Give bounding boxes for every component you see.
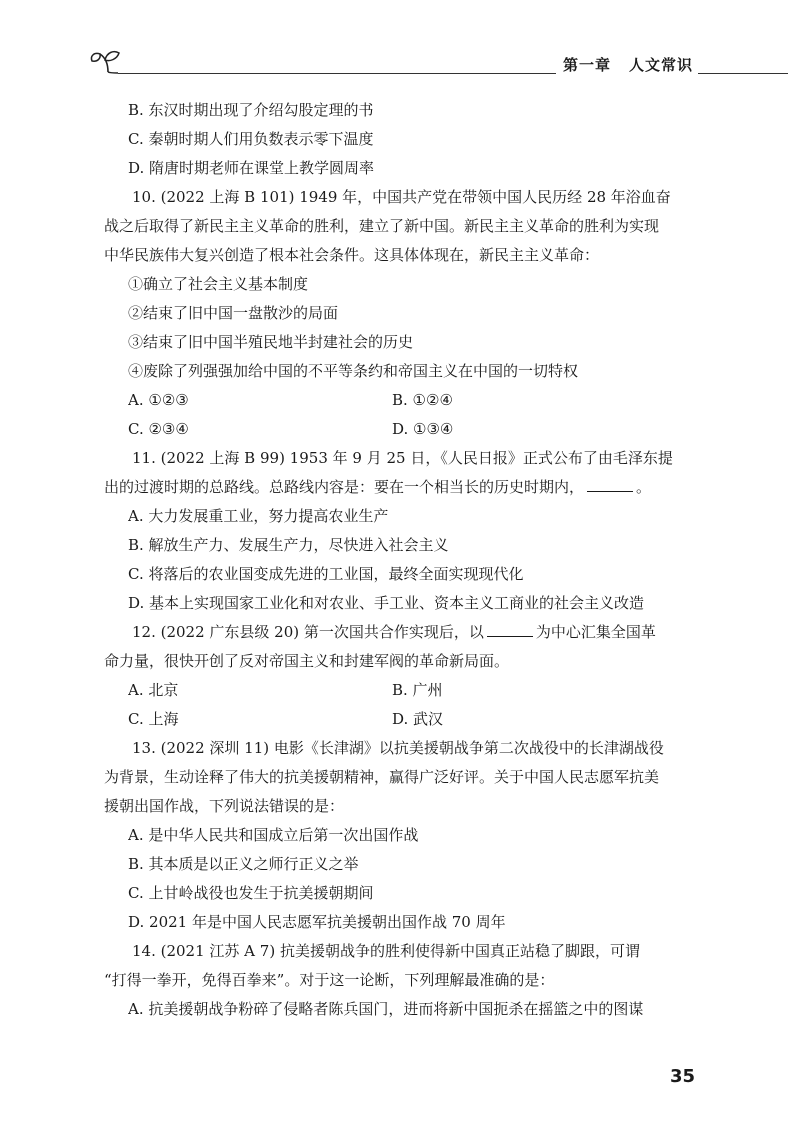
question-14-text: 14. (2021 江苏 A 7) 抗美援朝战争的胜利使得新中国真正站稳了脚跟，可谓 [132, 942, 640, 960]
option-b: B. ①②④ [392, 391, 453, 409]
option-a: A. 北京 [128, 681, 179, 699]
question-11-text-end: 。 [636, 478, 652, 496]
question-13-text: 援朝出国作战，下列说法错误的是： [104, 797, 345, 815]
option-c: C. 将落后的农业国变成先进的工业国，最终全面实现现代化 [128, 565, 524, 583]
chapter-heading [563, 54, 693, 75]
option-a: A. 是中华人民共和国成立后第一次出国作战 [128, 826, 419, 844]
option-line: C. 秦朝时期人们用负数表示零下温度 [128, 130, 374, 148]
question-11-text [104, 477, 688, 506]
question-11-text-part: 出的过渡时期的总路线。总路线内容是：要在一个相当长的历史时期内， [104, 478, 585, 496]
statement-line: ①确立了社会主义基本制度 [128, 275, 309, 293]
question-14-text: “打得一拳开，免得百拳来”。对于这一论断，下列理解最准确的是： [104, 971, 555, 989]
question-12-text: 命力量，很快开创了反对帝国主义和封建军阀的革命新局面。 [104, 652, 510, 670]
question-10-text: 战之后取得了新民主主义革命的胜利，建立了新中国。新民主主义革命的胜利为实现 [104, 217, 660, 235]
option-row [128, 709, 688, 738]
statement-line: ④废除了列强强加给中国的不平等条约和帝国主义在中国的一切特权 [128, 362, 579, 380]
question-11-text: 11. (2022 上海 B 99) 1953 年 9 月 25 日，《人民日报》正式公布了由毛泽东提 [132, 449, 673, 467]
question-13-text: 为背景，生动诠释了伟大的抗美援朝精神，赢得广泛好评。关于中国人民志愿军抗美 [104, 768, 660, 786]
chapter-label: 第一章 [563, 56, 612, 74]
header-rule-right [698, 73, 788, 74]
option-row [128, 680, 688, 709]
option-d: D. 基本上实现国家工业化和对农业、手工业、资本主义工商业的社会主义改造 [128, 594, 645, 612]
option-b: B. 解放生产力、发展生产力，尽快进入社会主义 [128, 536, 449, 554]
option-d: D. 武汉 [392, 710, 444, 728]
header-rule-left [118, 73, 556, 74]
answer-blank [587, 477, 633, 492]
option-row [128, 419, 688, 448]
option-row [128, 390, 688, 419]
question-13-text: 13. (2022 深圳 11) 电影《长津湖》以抗美援朝战争第二次战役中的长津湖战役 [132, 739, 664, 757]
option-b: B. 广州 [392, 681, 443, 699]
option-a: A. 抗美援朝战争粉碎了侵略者陈兵国门，进而将新中国扼杀在摇篮之中的图谋 [128, 1000, 644, 1018]
option-c: C. ②③④ [128, 420, 189, 438]
question-10-text: 中华民族伟大复兴创造了根本社会条件。这具体体现在，新民主主义革命： [104, 246, 600, 264]
answer-blank [487, 622, 533, 637]
option-line: D. 隋唐时期老师在课堂上教学圆周率 [128, 159, 375, 177]
option-line: B. 东汉时期出现了介绍勾股定理的书 [128, 101, 374, 119]
option-c: C. 上甘岭战役也发生于抗美援朝期间 [128, 884, 374, 902]
question-12-text-part: 12. (2022 广东县级 20) 第一次国共合作实现后，以 [132, 623, 484, 641]
statement-line: ③结束了旧中国半殖民地半封建社会的历史 [128, 333, 414, 351]
option-d: D. 2021 年是中国人民志愿军抗美援朝出国作战 70 周年 [128, 913, 506, 931]
page-number: 35 [670, 1066, 696, 1087]
chapter-title: 人文常识 [629, 56, 694, 74]
option-a: A. ①②③ [128, 391, 189, 409]
page-body [104, 100, 688, 1028]
question-10-text: 10. (2022 上海 B 101) 1949 年，中国共产党在带领中国人民历经 28 年浴血奋 [132, 188, 671, 206]
question-12-text [128, 622, 688, 651]
option-a: A. 大力发展重工业，努力提高农业生产 [128, 507, 389, 525]
page-header [88, 42, 788, 78]
option-d: D. ①③④ [392, 420, 454, 438]
question-12-text-part: 为中心汇集全国革 [535, 623, 656, 641]
option-c: C. 上海 [128, 710, 179, 728]
option-b: B. 其本质是以正义之师行正义之举 [128, 855, 359, 873]
statement-line: ②结束了旧中国一盘散沙的局面 [128, 304, 339, 322]
